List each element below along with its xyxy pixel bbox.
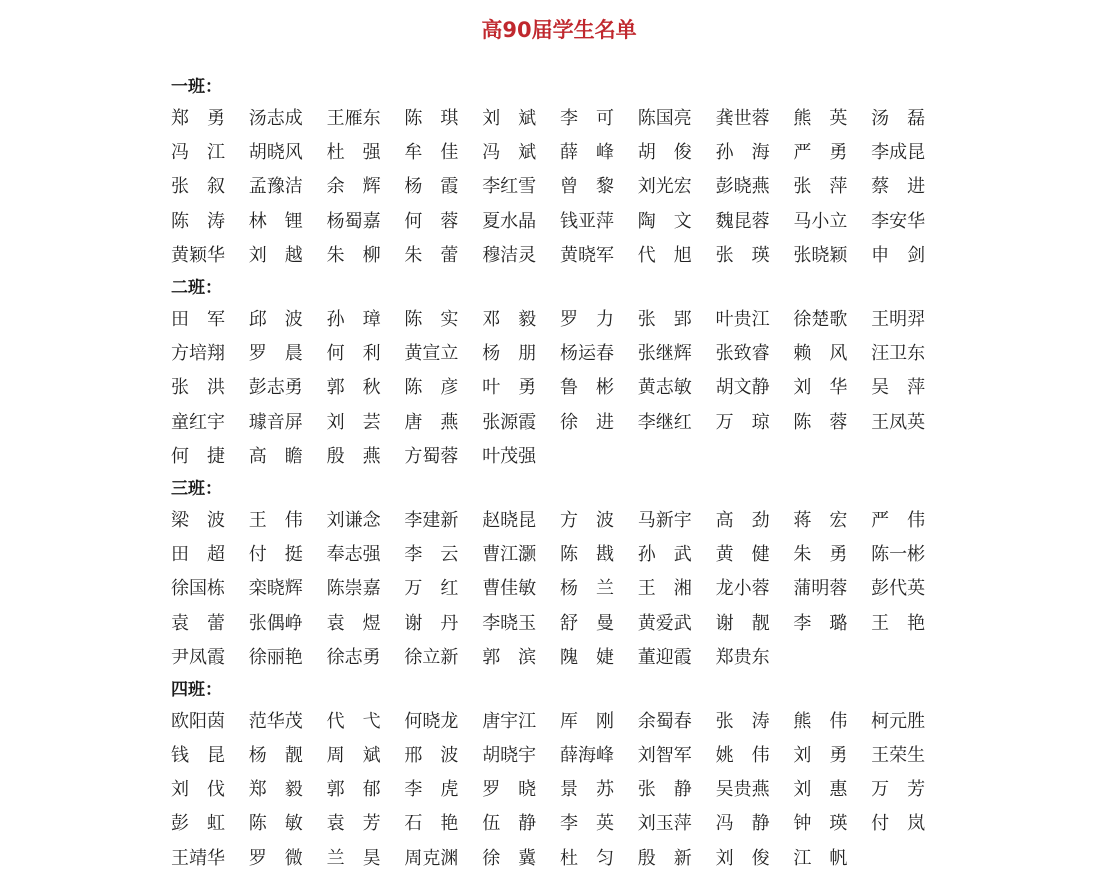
student-name: 李 云 — [404, 544, 459, 566]
student-name: 冯 斌 — [482, 142, 537, 164]
student-name: 张 叙 — [171, 176, 225, 198]
student-name: 余蜀春 — [637, 710, 692, 732]
student-name: 杨 靓 — [248, 745, 303, 767]
student-name: 姚 伟 — [715, 745, 770, 767]
name-row — [171, 807, 951, 841]
student-name: 孟豫洁 — [248, 176, 303, 198]
student-name: 袁 芳 — [326, 813, 381, 835]
name-row — [171, 205, 951, 239]
student-name: 蒋 宏 — [793, 509, 848, 531]
student-name: 熊 伟 — [793, 710, 848, 732]
student-name: 代 弋 — [326, 710, 381, 732]
student-name: 刘 华 — [793, 377, 848, 399]
student-name: 彭 虹 — [171, 813, 225, 835]
student-name: 邱 波 — [248, 309, 303, 331]
student-name: 陈一彬 — [871, 544, 926, 566]
name-row — [171, 641, 951, 675]
student-name: 张致睿 — [715, 343, 770, 365]
student-name: 冯 静 — [715, 813, 770, 835]
student-name: 郭 郁 — [326, 779, 381, 801]
student-name: 张 瑛 — [715, 244, 770, 266]
student-name: 薛 峰 — [559, 142, 614, 164]
student-name: 范华茂 — [248, 710, 303, 732]
student-name: 叶茂强 — [482, 445, 537, 467]
student-name: 罗 力 — [559, 309, 614, 331]
student-name: 徐 进 — [559, 411, 614, 433]
student-name: 陈崇嘉 — [326, 578, 381, 600]
student-name: 陈 涛 — [171, 210, 225, 232]
student-name: 刘 芸 — [326, 411, 381, 433]
student-name: 邢 波 — [404, 745, 459, 767]
student-name: 陈 蓉 — [793, 411, 848, 433]
student-name: 胡文静 — [715, 377, 770, 399]
student-name: 叶贵江 — [715, 309, 770, 331]
student-name: 申 剑 — [871, 244, 926, 266]
student-name: 李 虎 — [404, 779, 459, 801]
student-name: 朱 蕾 — [404, 244, 459, 266]
student-name: 魏昆蓉 — [715, 210, 770, 232]
student-name: 刘 越 — [248, 244, 303, 266]
student-name: 汤志成 — [248, 108, 303, 130]
student-name: 刘 俊 — [715, 847, 770, 869]
student-name: 朱 勇 — [793, 544, 848, 566]
class-heading: 一班： — [171, 77, 222, 97]
student-name: 何 利 — [326, 343, 381, 365]
class-section — [171, 474, 951, 675]
student-name: 李建新 — [404, 509, 459, 531]
student-name: 张 涛 — [715, 710, 770, 732]
student-name: 刘 伐 — [171, 779, 225, 801]
student-name: 杨蜀嘉 — [326, 210, 381, 232]
student-name: 王雁东 — [326, 108, 381, 130]
student-name: 蒲明蓉 — [793, 578, 848, 600]
student-name: 万 琼 — [715, 411, 770, 433]
student-name: 杜 匀 — [559, 847, 614, 869]
student-name: 王靖华 — [171, 847, 225, 869]
student-name: 郭 滨 — [482, 646, 537, 668]
name-row — [171, 337, 951, 371]
student-name: 汤 磊 — [871, 108, 926, 130]
student-name: 刘光宏 — [637, 176, 692, 198]
student-name: 谢 丹 — [404, 612, 459, 634]
student-name: 杨 霞 — [404, 176, 459, 198]
student-name: 罗 晓 — [482, 779, 537, 801]
student-name: 钱 昆 — [171, 745, 225, 767]
student-name: 吴贵燕 — [715, 779, 770, 801]
student-name: 孙 璋 — [326, 309, 381, 331]
student-name: 奉志强 — [326, 544, 381, 566]
student-name: 王 湘 — [637, 578, 692, 600]
name-row — [171, 504, 951, 538]
document-title: 高90届学生名单 — [481, 18, 637, 42]
name-row — [171, 239, 951, 273]
student-roster — [171, 72, 951, 876]
student-name: 王荣生 — [871, 745, 926, 767]
student-name: 柯元胜 — [871, 710, 926, 732]
student-name: 江 帆 — [793, 847, 848, 869]
student-name: 赖 风 — [793, 343, 848, 365]
student-name: 严 勇 — [793, 142, 848, 164]
student-name: 徐 冀 — [482, 847, 537, 869]
student-name: 陈 实 — [404, 309, 459, 331]
student-name: 张 郢 — [637, 309, 692, 331]
student-name: 郭 秋 — [326, 377, 381, 399]
name-row — [171, 705, 951, 739]
student-name: 刘 勇 — [793, 745, 848, 767]
student-name: 万 芳 — [871, 779, 926, 801]
class-heading: 四班： — [171, 679, 222, 700]
student-name: 徐志勇 — [326, 646, 381, 668]
student-name: 唐 燕 — [404, 411, 459, 433]
student-name: 徐立新 — [404, 646, 459, 668]
student-name: 童红宇 — [171, 411, 225, 433]
name-row — [171, 538, 951, 572]
name-row — [171, 739, 951, 773]
student-name: 何晓龙 — [404, 710, 459, 732]
student-name: 严 伟 — [871, 509, 926, 531]
student-name: 刘智军 — [637, 745, 692, 767]
student-name: 陈 琪 — [404, 108, 459, 130]
student-name: 吴 萍 — [871, 377, 926, 399]
student-name: 王明羿 — [871, 309, 926, 331]
student-name: 熊 英 — [793, 108, 848, 130]
name-row — [171, 572, 951, 606]
student-name: 罗 微 — [248, 847, 303, 869]
student-name: 隗 婕 — [559, 646, 614, 668]
student-name: 徐丽艳 — [248, 646, 303, 668]
student-name: 钱亚萍 — [559, 210, 614, 232]
student-name: 厍 刚 — [559, 710, 614, 732]
student-name: 张 萍 — [793, 176, 848, 198]
student-name: 李安华 — [871, 210, 926, 232]
student-name: 穆洁灵 — [482, 244, 537, 266]
name-row — [171, 606, 951, 640]
student-name: 袁 煜 — [326, 612, 381, 634]
class-heading: 二班： — [171, 277, 222, 298]
student-name: 李 可 — [559, 108, 614, 130]
student-name: 鲁 彬 — [559, 377, 614, 399]
student-name: 方培翔 — [171, 343, 225, 365]
student-name: 胡晓宇 — [482, 745, 537, 767]
student-name: 胡晓风 — [248, 142, 303, 164]
student-name: 梁 波 — [171, 509, 225, 531]
student-name: 黄志敏 — [637, 377, 692, 399]
student-name: 李 英 — [559, 813, 614, 835]
student-name: 刘玉萍 — [637, 813, 692, 835]
class-section — [171, 675, 951, 876]
student-name: 刘 斌 — [482, 108, 537, 130]
student-name: 万 红 — [404, 578, 459, 600]
student-name: 郑贵东 — [715, 646, 770, 668]
name-row — [171, 136, 951, 170]
student-name: 田 军 — [171, 309, 225, 331]
student-name: 汪卫东 — [871, 343, 926, 365]
student-name: 王凤英 — [871, 411, 926, 433]
student-name: 赵晓昆 — [482, 509, 537, 531]
student-name: 付 岚 — [871, 813, 926, 835]
student-name: 王 伟 — [248, 509, 303, 531]
student-name: 方 波 — [559, 509, 614, 531]
student-name: 董迎霞 — [637, 646, 692, 668]
student-name: 刘 惠 — [793, 779, 848, 801]
student-name: 郑 勇 — [171, 108, 225, 130]
student-name: 曹佳敏 — [482, 578, 537, 600]
student-name: 张晓颖 — [793, 244, 848, 266]
student-name: 殷 新 — [637, 847, 692, 869]
student-name: 陶 文 — [637, 210, 692, 232]
student-name: 杜 强 — [326, 142, 381, 164]
student-name: 杨运春 — [559, 343, 614, 365]
student-name: 李继红 — [637, 411, 692, 433]
student-name: 杨 兰 — [559, 578, 614, 600]
student-name: 周克渊 — [404, 847, 459, 869]
name-row — [171, 170, 951, 204]
class-section — [171, 72, 951, 273]
student-name: 陈 戡 — [559, 544, 614, 566]
name-row — [171, 102, 951, 136]
student-name: 袁 蕾 — [171, 612, 225, 634]
student-name: 刘谦念 — [326, 509, 381, 531]
student-name: 欧阳茵 — [171, 710, 225, 732]
student-name: 张 洪 — [171, 377, 225, 399]
student-name: 何 捷 — [171, 445, 225, 467]
student-name: 胡 俊 — [637, 142, 692, 164]
student-name: 蔡 进 — [871, 176, 926, 198]
student-name: 黄晓军 — [559, 244, 614, 266]
name-row — [171, 406, 951, 440]
student-name: 余 辉 — [326, 176, 381, 198]
student-name: 曾 黎 — [559, 176, 614, 198]
student-name: 陈国亮 — [637, 108, 692, 130]
student-name: 殷 燕 — [326, 445, 381, 467]
student-name: 王 艳 — [871, 612, 926, 634]
name-row — [171, 303, 951, 337]
student-name: 谢 靓 — [715, 612, 770, 634]
student-name: 伍 静 — [482, 813, 537, 835]
student-name: 何 蓉 — [404, 210, 459, 232]
student-name: 彭志勇 — [248, 377, 303, 399]
student-name: 薛海峰 — [559, 745, 614, 767]
student-name: 李晓玉 — [482, 612, 537, 634]
student-name: 方蜀蓉 — [404, 445, 459, 467]
student-name: 兰 昊 — [326, 847, 381, 869]
student-name: 夏水晶 — [482, 210, 537, 232]
student-name: 代 旭 — [637, 244, 692, 266]
student-name: 李 璐 — [793, 612, 848, 634]
student-name: 钟 瑛 — [793, 813, 848, 835]
student-name: 张继辉 — [637, 343, 692, 365]
student-name: 马新宇 — [637, 509, 692, 531]
student-name: 彭晓燕 — [715, 176, 770, 198]
student-name: 石 艳 — [404, 813, 459, 835]
name-row — [171, 440, 951, 474]
student-name: 彭代英 — [871, 578, 926, 600]
student-name: 高 劲 — [715, 509, 770, 531]
student-name: 罗 晨 — [248, 343, 303, 365]
student-name: 徐国栋 — [171, 578, 225, 600]
student-name: 龙小蓉 — [715, 578, 770, 600]
student-name: 牟 佳 — [404, 142, 459, 164]
student-name: 杨 朋 — [482, 343, 537, 365]
student-name: 景 苏 — [559, 779, 614, 801]
class-heading: 三班： — [171, 478, 222, 499]
student-name: 张源霞 — [482, 411, 537, 433]
student-name: 黄颖华 — [171, 244, 225, 266]
student-name: 黄爱武 — [637, 612, 692, 634]
student-name: 朱 柳 — [326, 244, 381, 266]
student-name: 马小立 — [793, 210, 848, 232]
student-name: 李红雪 — [482, 176, 537, 198]
student-name: 高 瞻 — [248, 445, 303, 467]
student-name: 孙 武 — [637, 544, 692, 566]
student-name: 黄宣立 — [404, 343, 459, 365]
student-name: 龚世蓉 — [715, 108, 770, 130]
name-row — [171, 371, 951, 405]
student-name: 周 斌 — [326, 745, 381, 767]
name-row — [171, 773, 951, 807]
student-name: 李成昆 — [871, 142, 926, 164]
student-name: 曹江灏 — [482, 544, 537, 566]
name-row — [171, 842, 951, 876]
student-name: 黄 健 — [715, 544, 770, 566]
student-name: 栾晓辉 — [248, 578, 303, 600]
class-section — [171, 273, 951, 474]
student-name: 叶 勇 — [482, 377, 537, 399]
student-name: 徐楚歌 — [793, 309, 848, 331]
student-name: 璩音屏 — [248, 411, 303, 433]
student-name: 付 挺 — [248, 544, 303, 566]
student-name: 唐宇江 — [482, 710, 537, 732]
student-name: 张偶峥 — [248, 612, 303, 634]
student-name: 郑 毅 — [248, 779, 303, 801]
student-name: 林 锂 — [248, 210, 303, 232]
student-name: 陈 彦 — [404, 377, 459, 399]
student-name: 孙 海 — [715, 142, 770, 164]
student-name: 舒 曼 — [559, 612, 614, 634]
student-name: 张 静 — [637, 779, 692, 801]
student-name: 冯 江 — [171, 142, 225, 164]
student-name: 陈 敏 — [248, 813, 303, 835]
student-name: 邓 毅 — [482, 309, 537, 331]
student-name: 田 超 — [171, 544, 225, 566]
student-name: 尹凤霞 — [171, 646, 225, 668]
